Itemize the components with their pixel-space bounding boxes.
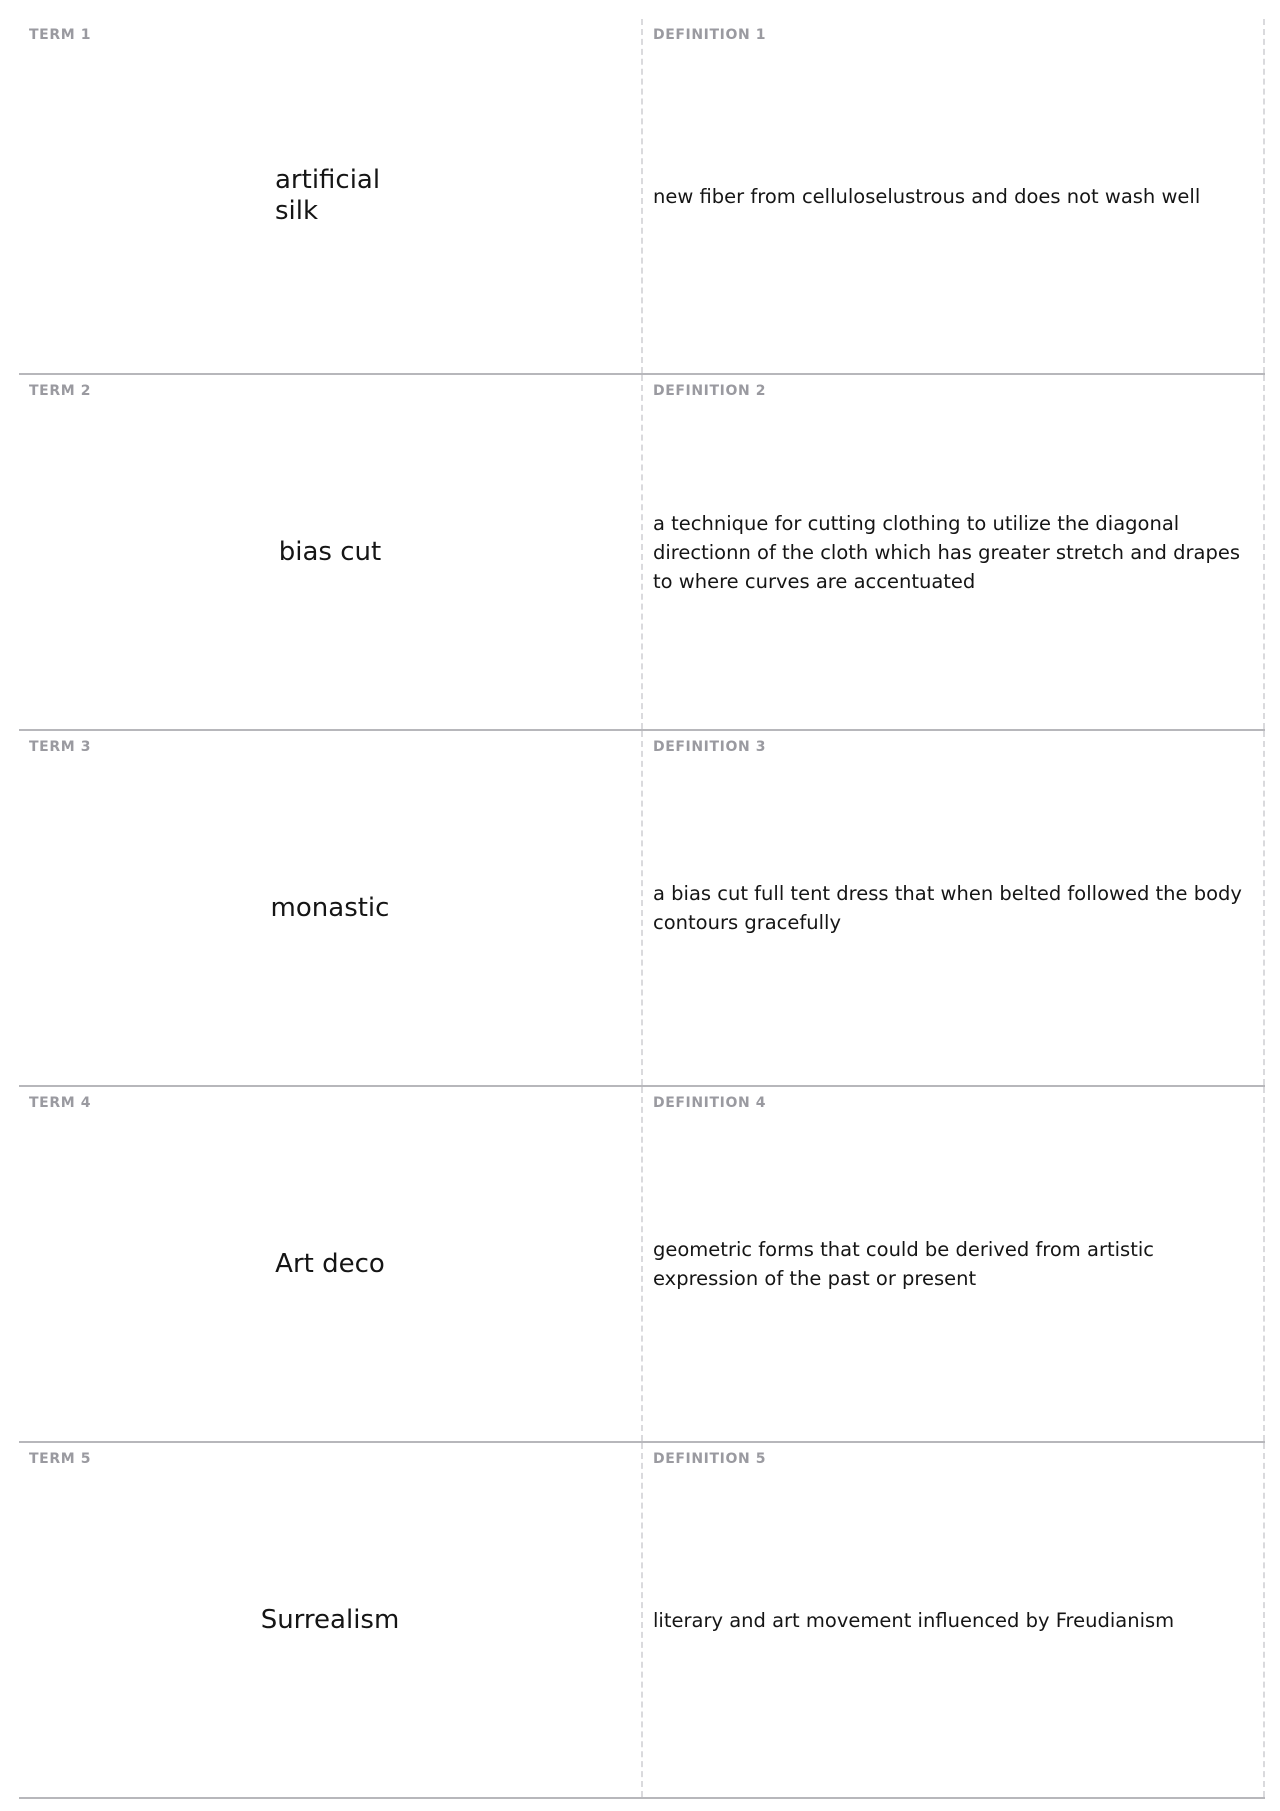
term-cell-5: [19, 1443, 643, 1797]
definition-cell-3: [643, 731, 1265, 1085]
definition-text-5: literary and art movement influenced by Freudianism: [653, 1608, 1175, 1632]
definition-text-container-5: [653, 1443, 1251, 1797]
term-cell-3: [19, 731, 643, 1085]
term-text-2: bias cut: [278, 536, 382, 567]
term-text-container-4: [19, 1087, 641, 1441]
term-label-3: TERM 3: [29, 739, 92, 755]
term-label-5: TERM 5: [29, 1451, 92, 1467]
term-cell-2: [19, 375, 643, 729]
term-text-container-3: [19, 731, 641, 1085]
flashcard-row-4: [19, 1087, 1265, 1443]
term-label-4: TERM 4: [29, 1095, 92, 1111]
term-cell-4: [19, 1087, 643, 1441]
definition-label-2: DEFINITION 2: [653, 383, 767, 399]
term-cell-1: [19, 19, 643, 373]
definition-cell-1: [643, 19, 1265, 373]
definition-label-5: DEFINITION 5: [653, 1451, 767, 1467]
definition-text-2: a technique for cutting clothing to utilize the diagonal directionn of the cloth which has greater stretch and drapes to where curves are accentuated: [653, 511, 1240, 593]
definition-label-3: DEFINITION 3: [653, 739, 767, 755]
definition-text-container-2: [653, 375, 1251, 729]
definition-label-1: DEFINITION 1: [653, 27, 767, 43]
term-label-2: TERM 2: [29, 383, 92, 399]
flashcard-sheet: [19, 19, 1265, 1799]
flashcard-row-2: [19, 375, 1265, 731]
term-text-5: Surrealism: [260, 1604, 400, 1635]
definition-cell-4: [643, 1087, 1265, 1441]
term-text-container-5: [19, 1443, 641, 1797]
definition-text-container-1: [653, 19, 1251, 373]
term-text-container-2: [19, 375, 641, 729]
definition-cell-2: [643, 375, 1265, 729]
term-text-3: monastic: [270, 892, 390, 923]
term-label-1: TERM 1: [29, 27, 92, 43]
definition-text-1: new fiber from celluloselustrous and does not wash well: [653, 184, 1201, 208]
flashcard-row-3: [19, 731, 1265, 1087]
definition-text-container-3: [653, 731, 1251, 1085]
term-text-4: Art deco: [275, 1248, 385, 1279]
definition-cell-5: [643, 1443, 1265, 1797]
definition-text-container-4: [653, 1087, 1251, 1441]
definition-text-4: geometric forms that could be derived from artistic expression of the past or present: [653, 1238, 1154, 1290]
term-text-1: artificial silk: [275, 165, 381, 226]
flashcard-row-1: [19, 19, 1265, 375]
definition-text-3: a bias cut full tent dress that when belted followed the body contours gracefully: [653, 882, 1242, 934]
definition-label-4: DEFINITION 4: [653, 1095, 767, 1111]
flashcard-row-5: [19, 1443, 1265, 1799]
term-text-container-1: [19, 19, 641, 373]
